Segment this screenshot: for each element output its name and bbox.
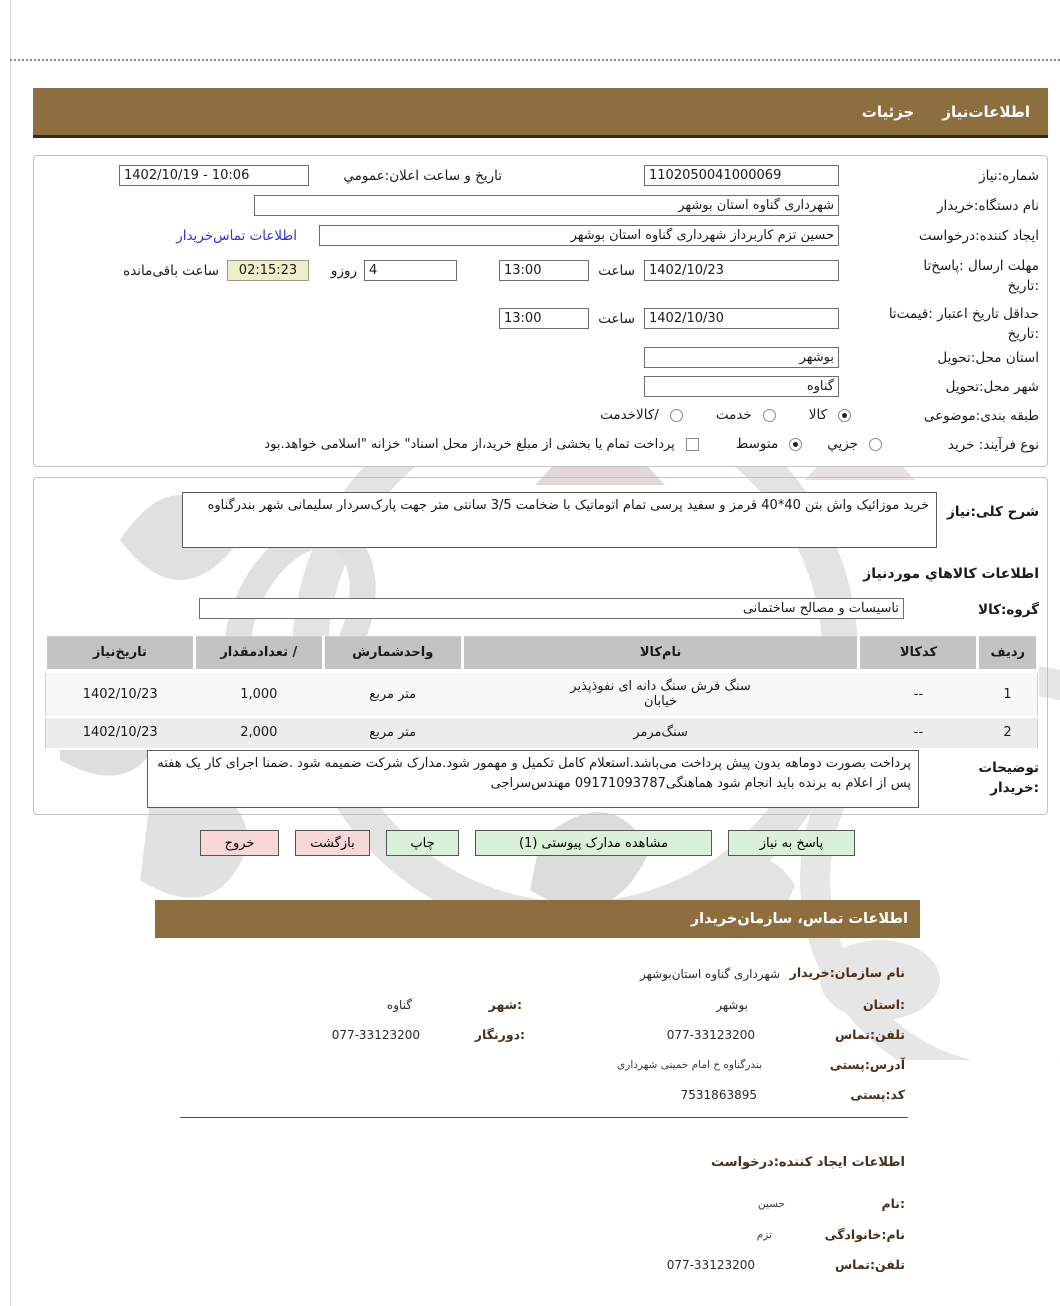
deadline-label-line2: :تاریخ: [1007, 278, 1039, 294]
address-value: بندرگناوه خ امام خمینی شهرداری: [617, 1059, 762, 1071]
buyer-contact-link[interactable]: اطلاعات تماس‌خریدار: [176, 228, 297, 244]
creator-phone-label: تلفن:تماس: [834, 1257, 905, 1272]
city-contact-label: :شهر: [488, 997, 522, 1012]
col-row: ردیف: [978, 637, 1038, 671]
process-options: [264, 436, 882, 452]
buyer-contact-header: اطلاعات تماس، سازمان‌خریدار: [155, 900, 920, 938]
classification-options: [600, 407, 851, 423]
cell-qty: 1,000: [194, 671, 323, 717]
fax-label: :دورنگار: [474, 1027, 525, 1042]
creator-info-heading: اطلاعات ایجاد کننده:درخواست: [711, 1155, 905, 1170]
radio-goods-service[interactable]: [670, 409, 683, 422]
treasury-note: پرداخت تمام یا بخشی از مبلغ خرید،از محل اسناد" خزانه "اسلامی خواهد.بود: [264, 436, 675, 452]
left-border-line: [10, 0, 11, 1306]
fax-value: 077-33123200: [331, 1028, 420, 1042]
announce-label: تاریخ و ساعت اعلان:عمومي: [343, 168, 502, 184]
cell-date: 1402/10/23: [46, 671, 195, 717]
col-unit: واحدشمارش: [323, 637, 462, 671]
cell-qty: 2,000: [194, 717, 323, 749]
days-field[interactable]: 4: [364, 260, 457, 281]
family-name-value: تزم: [756, 1229, 772, 1241]
print-button[interactable]: چاپ: [386, 830, 459, 856]
goods-table-header-row: [46, 637, 1038, 671]
need-desc-textarea[interactable]: خرید موزائیک واش بتن 40*40 قرمز و سفید پرسی تمام اتوماتیک با ضخامت 3/5 سانتی متر جهت پارک‌سردار سلیمانی شهر بندرگناوه: [182, 492, 937, 548]
need-number-field[interactable]: 1102050041000069: [644, 165, 839, 186]
buyer-notes-textarea[interactable]: پرداخت بصورت دوماهه بدون پیش پرداخت می‌باشد.استعلام کامل تکمیل و مهمور شود.مدارک شرکت ضمیمه شود .ضمنا اجرای کار یک هفته پس از اعلام به برنده باید انجام شود هماهنگی09171093787 مهندس‌سراجی: [147, 750, 919, 808]
col-name: نام‌کالا: [462, 637, 859, 671]
province-contact-value: بوشهر: [716, 998, 748, 1012]
header-tab-bar: [33, 88, 1048, 138]
province-contact-label: :استان: [862, 997, 905, 1012]
deadline-label-line1: مهلت ارسال :پاسخ‌تا: [923, 258, 1039, 274]
deadline-date-field[interactable]: 1402/10/23: [644, 260, 839, 281]
buyer-org-field[interactable]: شهرداری گناوه استان بوشهر: [254, 195, 839, 216]
tab-need-info[interactable]: اطلاعات‌نیاز: [942, 102, 1030, 121]
radio-minor-label: جزيي: [827, 436, 858, 452]
remaining-time-badge: 02:15:23: [227, 260, 309, 281]
need-desc-label: شرح کلی:نیاز: [947, 504, 1039, 520]
treasury-checkbox[interactable]: [686, 438, 699, 451]
need-summary-panel: [33, 155, 1048, 467]
radio-service[interactable]: [763, 409, 776, 422]
goods-table: [44, 636, 1039, 750]
goods-info-heading: اطلاعات کالاهاي موردنياز: [863, 566, 1039, 582]
cell-unit: متر مربع: [323, 671, 462, 717]
col-qty: / تعدادمقدار: [194, 637, 323, 671]
cell-unit: متر مربع: [323, 717, 462, 749]
validity-date-field[interactable]: 1402/10/30: [644, 308, 839, 329]
org-name-value: شهرداری گناوه استان‌بوشهر: [640, 967, 780, 981]
remaining-label: ساعت باقی‌مانده: [123, 263, 219, 279]
radio-goods-service-label: /کالاخدمت: [600, 407, 659, 423]
family-name-label: نام:خانوادگی: [824, 1227, 905, 1242]
top-dotted-separator: [10, 59, 1060, 61]
first-name-value: حسین: [757, 1198, 785, 1210]
view-attached-docs-button[interactable]: مشاهده مدارک پیوستی (1): [475, 830, 712, 856]
goods-group-label: گروه:کالا: [978, 602, 1039, 618]
notes-label-line2: :خریدار: [990, 780, 1039, 796]
table-row: [46, 671, 1038, 717]
radio-medium[interactable]: [789, 438, 802, 451]
cell-date: 1402/10/23: [46, 717, 195, 749]
process-label: نوع فرآیند: خرید: [947, 437, 1039, 453]
cell-name: [462, 671, 859, 717]
classification-label: طبقه بندی:موضوعی: [923, 408, 1039, 424]
respond-to-need-button[interactable]: پاسخ به نیاز: [728, 830, 855, 856]
city-label: شهر محل:تحویل: [945, 379, 1039, 395]
postal-code-value: 7531863895: [680, 1088, 757, 1102]
radio-goods[interactable]: [838, 409, 851, 422]
notes-label-line1: توضیحات: [978, 760, 1039, 776]
col-date: تاریخ‌نیاز: [46, 637, 195, 671]
days-label: روزو: [330, 263, 357, 279]
province-label: استان محل:تحویل: [937, 350, 1039, 366]
validity-hour-label: ساعت: [598, 311, 635, 327]
radio-service-label: خدمت: [715, 407, 752, 423]
cell-name: سنگ‌مرمر: [462, 717, 859, 749]
tab-details[interactable]: جزئیات: [861, 102, 915, 121]
first-name-label: :نام: [881, 1196, 905, 1211]
address-label: آدرس:پستی: [829, 1057, 905, 1072]
buyer-org-label: نام دستگاه:خریدار: [936, 198, 1039, 214]
col-code: کدکالا: [859, 637, 978, 671]
creator-label: ایجاد کننده:درخواست: [918, 228, 1039, 244]
postal-code-label: کد:پستی: [850, 1087, 905, 1102]
cell-code: --: [859, 671, 978, 717]
cell-row: 2: [978, 717, 1038, 749]
radio-goods-label: کالا: [808, 407, 827, 423]
validity-time-field[interactable]: 13:00: [499, 308, 589, 329]
validity-label-line1: حداقل تاریخ اعتبار :قیمت‌تا: [888, 306, 1039, 322]
radio-medium-label: متوسط: [735, 436, 779, 452]
validity-label-line2: :تاریخ: [1007, 326, 1039, 342]
cell-name-line1: سنگ فرش سنگ دانه ای نفوذپذیر: [570, 679, 751, 694]
announce-datetime-field[interactable]: 1402/10/19 - 10:06: [119, 165, 309, 186]
creator-field[interactable]: حسین تزم کاربرداز شهرداری گناوه استان بوشهر: [319, 225, 839, 246]
phone-label: تلفن:تماس: [834, 1027, 905, 1042]
back-button[interactable]: بازگشت: [295, 830, 370, 856]
creator-phone-value: 077-33123200: [666, 1258, 755, 1272]
section-separator: [180, 1117, 908, 1118]
city-field[interactable]: گناوه: [644, 376, 839, 397]
deadline-hour-label: ساعت: [598, 263, 635, 279]
province-field[interactable]: بوشهر: [644, 347, 839, 368]
need-number-label: شماره:نیاز: [979, 168, 1039, 184]
goods-group-field[interactable]: تاسیسات و مصالح ساختمانی: [199, 598, 904, 619]
deadline-time-field[interactable]: 13:00: [499, 260, 589, 281]
exit-button[interactable]: خروج: [200, 830, 279, 856]
cell-code: --: [859, 717, 978, 749]
radio-minor[interactable]: [869, 438, 882, 451]
phone-value: 077-33123200: [666, 1028, 755, 1042]
cell-row: 1: [978, 671, 1038, 717]
action-buttons-row: [200, 830, 855, 856]
cell-name-line2: خیابان: [644, 694, 678, 709]
need-detail-panel: [33, 477, 1048, 815]
city-contact-value: گناوه: [386, 998, 412, 1012]
table-row: [46, 717, 1038, 749]
org-name-label: نام سازمان:خریدار: [789, 965, 905, 980]
